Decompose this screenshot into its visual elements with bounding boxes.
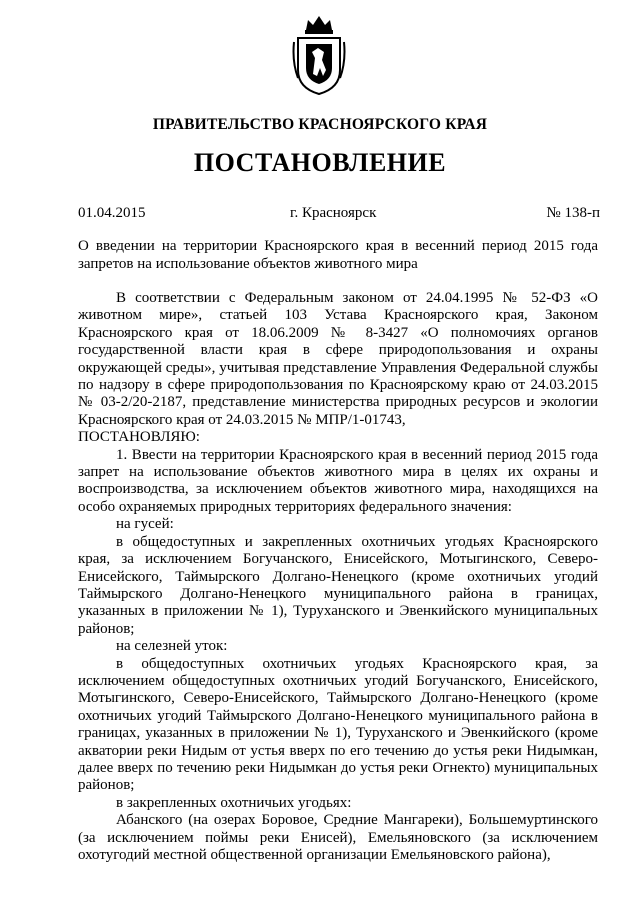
coat-of-arms-icon xyxy=(292,12,346,98)
document-date: 01.04.2015 xyxy=(78,205,146,221)
ducks-territory-paragraph: в общедоступных охотничьих угодьях Красноярского края, за исключением общедоступных охотничьих угодий Богучанского, Енисейского, Мотыгинского, Северо-Енисейского, Таймырского Долгано-Ненецкого (кроме охотничьих угодий Таймырского Долгано-Ненецкого муниципального района в границах, указанных в приложении № 1), Туруханского и Эвенкийского (кроме акватории реки Нидым от устья вверх по его течению до устья реки Нидымкан, далее вверх по течению реки Нидымкан до устья реки Огнекто) муниципальных районов; xyxy=(78,655,598,794)
document-city: г. Красноярск xyxy=(290,205,377,221)
assigned-grounds-paragraph: Абанского (на озерах Боровое, Средние Мангареки), Большемуртинского (за исключением поймы реки Енисей), Емельяновского (за исключением охотугодий местной общественной организации Емельяновского района), xyxy=(78,812,598,863)
government-title: ПРАВИТЕЛЬСТВО КРАСНОЯРСКОГО КРАЯ xyxy=(152,116,488,133)
resolution-keyword: ПОСТАНОВЛЯЮ: xyxy=(78,429,200,446)
document-body xyxy=(78,290,598,864)
clause-1-paragraph: 1. Ввести на территории Красноярского края в весенний период 2015 года запрет на использование объектов животного мира в целях их охраны и воспроизводства, за исключением объектов животного мира, находящихся на особо охраняемых природных территориях федерального значения: xyxy=(78,446,598,515)
assigned-grounds-heading: в закрепленных охотничьих угодьях: xyxy=(116,794,352,811)
document-number: № 138-п xyxy=(546,205,600,221)
document-meta-row xyxy=(78,205,600,223)
geese-heading: на гусей: xyxy=(116,516,174,533)
preamble-paragraph: В соответствии с Федеральным законом от 24.04.1995 № 52-ФЗ «О животном мире», статьей 103 Устава Красноярского края, Законом Красноярского края от 18.06.2009 № 8-3427 «О полномочиях органов государственной власти края в сфере природопользования и охраны окружающей среды», учитывая представление Управления Федеральной службы по надзору в сфере природопользования по Красноярскому краю от 24.03.2015 № 03-2/20-2187, представление министерства природных ресурсов и экологии Красноярского края от 24.03.2015 № МПР/1-01743, xyxy=(78,290,598,428)
geese-territory-paragraph: в общедоступных и закрепленных охотничьих угодьях Красноярского края, за исключением Богучанского, Енисейского, Мотыгинского, Северо-Енисейского, Таймырского Долгано-Ненецкого (кроме охотничьих угодий Таймырского Долгано-Ненецкого муниципального района в границах, указанных в приложении № 1), Туруханского и Эвенкийского муниципальных районов; xyxy=(78,533,598,637)
document-type-title: ПОСТАНОВЛЕНИЕ xyxy=(193,148,447,177)
ducks-heading: на селезней уток: xyxy=(116,638,228,655)
document-subject: О введении на территории Красноярского края в весенний период 2015 года запретов на использование объектов животного мира xyxy=(78,238,598,272)
